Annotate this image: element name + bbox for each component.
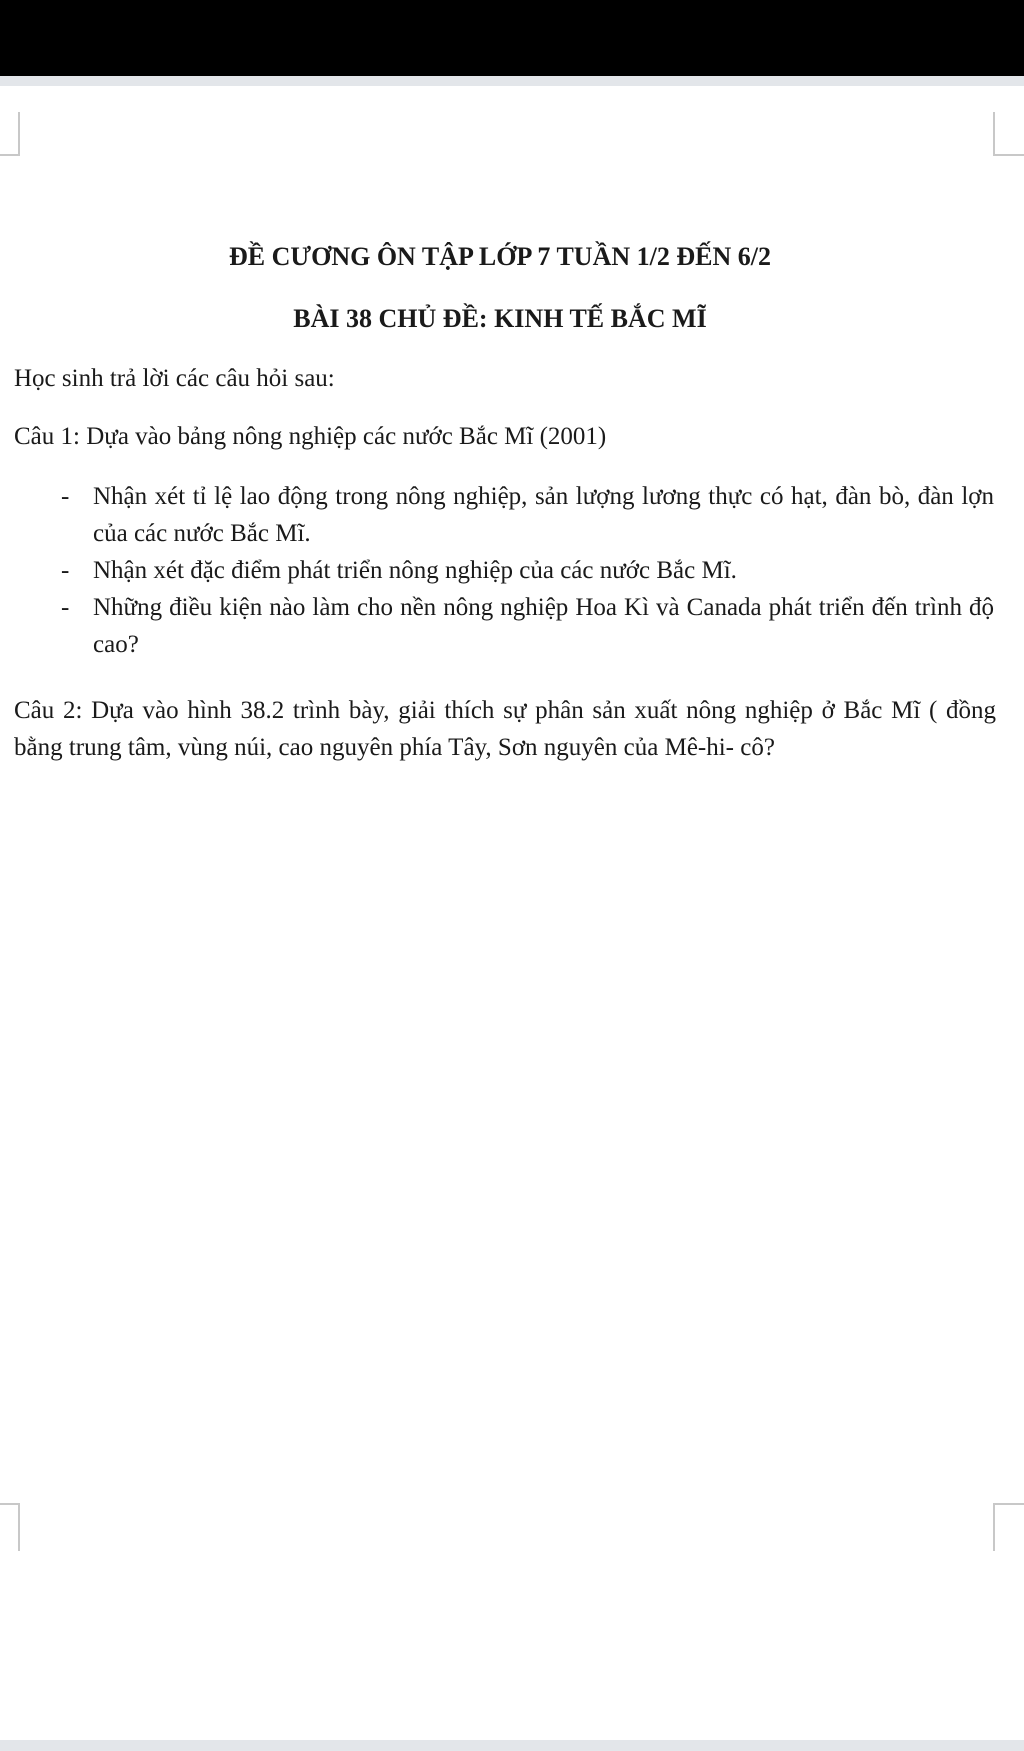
- bullet-item: [50, 478, 994, 552]
- question-1-bullet-list: [50, 478, 994, 663]
- bullet-text: Nhận xét đặc điểm phát triển nông nghiệp của các nước Bắc Mĩ.: [93, 557, 737, 584]
- bottom-page-divider: [0, 1740, 1024, 1751]
- question-1: Câu 1: Dựa vào bảng nông nghiệp các nước Bắc Mĩ (2001): [14, 423, 607, 450]
- bullet-dash: -: [61, 557, 70, 584]
- lesson-title: BÀI 38 CHỦ ĐỀ: KINH TẾ BẮC MĨ: [293, 304, 707, 333]
- question-2: Câu 2: Dựa vào hình 38.2 trình bày, giải thích sự phân sản xuất nông nghiệp ở Bắc Mĩ ( đồng bằng trung tâm, vùng núi, cao nguyên phía Tây, Sơn nguyên của Mê-hi- cô?: [14, 697, 996, 761]
- margin-marker-bottom-right: [993, 1503, 1024, 1551]
- margin-marker-bottom-left: [0, 1503, 20, 1551]
- margin-marker-top-left: [0, 112, 20, 156]
- bullet-text: Những điều kiện nào làm cho nền nông nghiệp Hoa Kì và Canada phát triển đến trình độ cao?: [93, 594, 994, 658]
- bullet-item: [50, 589, 994, 663]
- document-title: ĐỀ CƯƠNG ÔN TẬP LỚP 7 TUẦN 1/2 ĐẾN 6/2: [229, 242, 771, 271]
- bullet-text: Nhận xét tỉ lệ lao động trong nông nghiệp, sản lượng lương thực có hạt, đàn bò, đàn lợn của các nước Bắc Mĩ.: [93, 483, 994, 547]
- bullet-item: [50, 552, 994, 589]
- top-bar-divider: [0, 76, 1024, 86]
- bullet-dash: -: [61, 483, 70, 510]
- bullet-dash: -: [61, 594, 70, 621]
- margin-marker-top-right: [993, 112, 1024, 156]
- instruction-text: Học sinh trả lời các câu hỏi sau:: [14, 365, 335, 392]
- top-status-bar: [0, 0, 1024, 76]
